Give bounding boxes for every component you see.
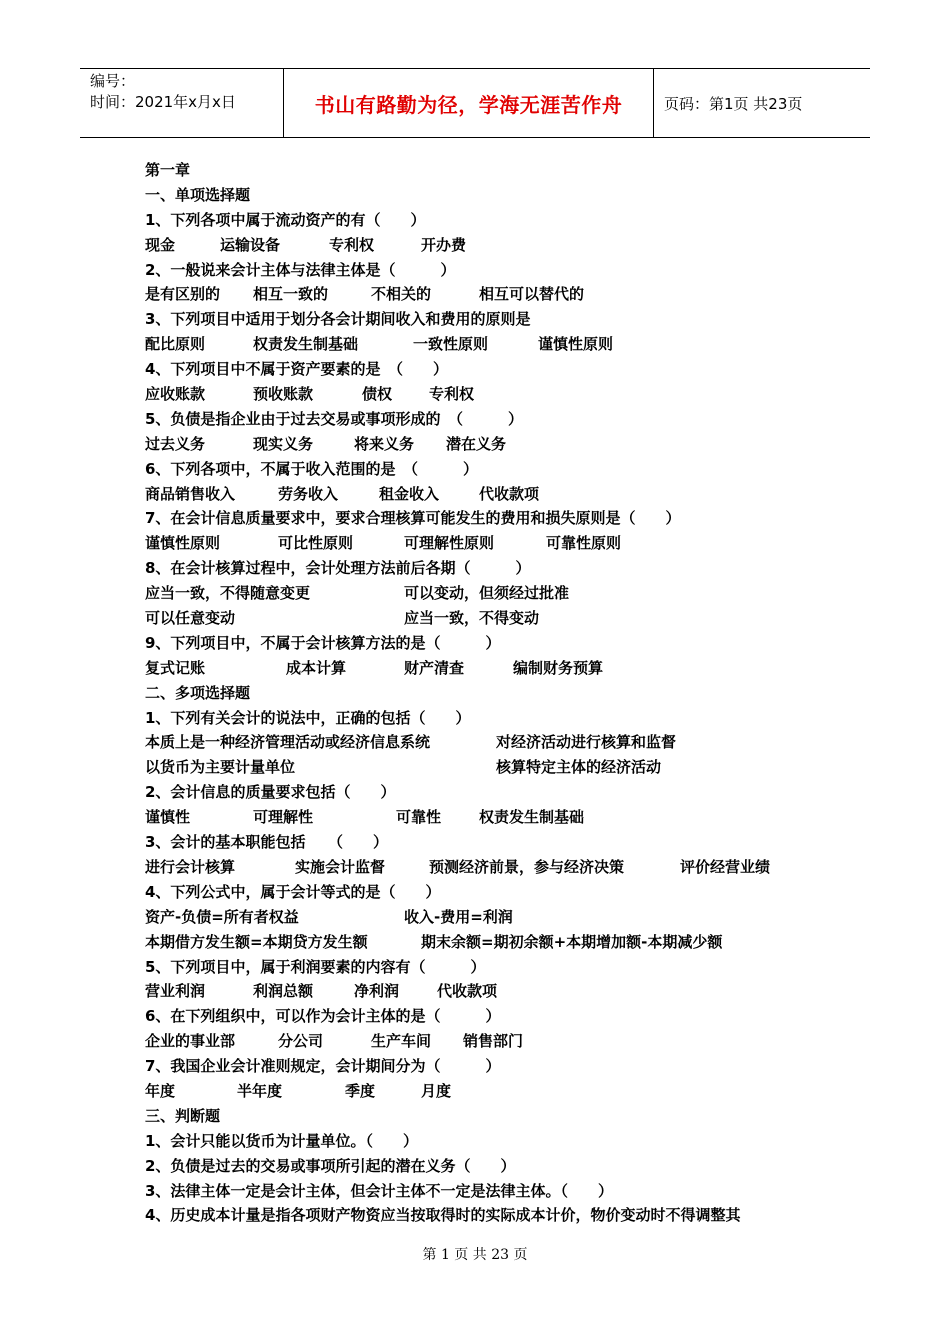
text-line (145, 457, 825, 482)
line-text: 5、下列项目中，属于利润要素的内容有（ ） (145, 957, 486, 976)
header-meta (80, 69, 283, 137)
option-item: 权责发生制基础 (253, 335, 359, 354)
option-item: 企业的事业部 (145, 1032, 236, 1051)
option-item: 债权 (362, 385, 393, 404)
option-item: 核算特定主体的经济活动 (496, 758, 662, 777)
option-item: 销售部门 (463, 1032, 524, 1051)
option-item: 应收账款 (145, 385, 206, 404)
line-text: 1、会计只能以货币为计量单位。（ ） (145, 1131, 418, 1150)
option-item: 资产-负债=所有者权益 (145, 907, 299, 926)
option-item: 季度 (345, 1081, 376, 1100)
text-line (145, 556, 825, 581)
line-text: 7、在会计信息质量要求中，要求合理核算可能发生的费用和损失原则是（ ） (145, 509, 681, 528)
option-item: 潜在义务 (446, 434, 507, 453)
text-line (145, 1154, 825, 1179)
line-text: 3、会计的基本职能包括 （ ） (145, 833, 388, 852)
option-item: 进行会计核算 (145, 857, 236, 876)
option-item: 不相关的 (371, 285, 432, 304)
option-item: 过去义务 (145, 434, 206, 453)
option-item: 现实义务 (253, 434, 314, 453)
text-line (145, 1129, 825, 1154)
line-text: 2、一般说来会计主体与法律主体是（ ） (145, 260, 456, 279)
header-motto-cell (283, 69, 654, 137)
text-line (145, 706, 825, 731)
line-text: 3、下列项目中适用于划分各会计期间收入和费用的原则是 (145, 310, 531, 329)
option-item: 谨慎性原则 (538, 335, 614, 354)
option-item: 权责发生制基础 (479, 808, 585, 827)
option-row (145, 282, 825, 307)
option-item: 生产车间 (371, 1032, 432, 1051)
option-row (145, 930, 825, 955)
text-line (145, 158, 825, 183)
option-item: 评价经营业绩 (680, 857, 771, 876)
option-row (145, 656, 825, 681)
page-header (80, 68, 870, 138)
option-item: 本期借方发生额=本期贷方发生额 (145, 932, 368, 951)
option-item: 可以任意变动 (145, 609, 236, 628)
text-line (145, 307, 825, 332)
option-item: 预收账款 (253, 385, 314, 404)
line-text: 第一章 (145, 161, 191, 179)
option-item: 复式记账 (145, 658, 206, 677)
page-footer: 第 1 页 共 23 页 (422, 1247, 528, 1263)
text-line (145, 1203, 825, 1228)
line-text: 8、在会计核算过程中，会计处理方法前后各期（ ） (145, 559, 531, 578)
header-page-info-cell (654, 69, 870, 137)
text-line (145, 681, 825, 706)
code-label: 编号： (90, 72, 136, 90)
option-item: 租金收入 (379, 484, 440, 503)
option-item: 财产清查 (404, 658, 465, 677)
option-item: 现金 (145, 235, 176, 254)
option-item: 相互可以替代的 (479, 285, 585, 304)
text-line (145, 955, 825, 980)
option-item: 实施会计监督 (295, 857, 386, 876)
option-item: 可理解性原则 (404, 534, 495, 553)
option-row (145, 805, 825, 830)
text-line (145, 357, 825, 382)
line-text: 6、在下列组织中，可以作为会计主体的是（ ） (145, 1007, 501, 1026)
line-text: 1、下列有关会计的说法中，正确的包括（ ） (145, 708, 471, 727)
line-text: 4、历史成本计量是指各项财产物资应当按取得时的实际成本计价，物价变动时不得调整其 (145, 1206, 741, 1225)
text-line (145, 830, 825, 855)
line-text: 6、下列各项中，不属于收入范围的是 （ ） (145, 459, 478, 478)
option-item: 开办费 (421, 235, 467, 254)
option-item: 年度 (145, 1081, 176, 1100)
option-item: 将来义务 (354, 434, 415, 453)
text-line (145, 880, 825, 905)
time-label: 时间：2021年x月x日 (90, 93, 236, 111)
option-row (145, 432, 825, 457)
option-item: 半年度 (237, 1081, 283, 1100)
line-text: 4、下列项目中不属于资产要素的是 （ ） (145, 360, 448, 379)
option-row (145, 755, 825, 780)
option-item: 专利权 (429, 385, 475, 404)
option-item: 代收款项 (437, 982, 498, 1001)
text-line (145, 1104, 825, 1129)
option-item: 可比性原则 (278, 534, 354, 553)
option-item: 可靠性原则 (546, 534, 622, 553)
option-row (145, 332, 825, 357)
text-line (145, 1004, 825, 1029)
line-text: 5、负债是指企业由于过去交易或事项形成的 （ ） (145, 409, 523, 428)
line-text: 2、会计信息的质量要求包括（ ） (145, 783, 396, 802)
option-item: 月度 (421, 1081, 452, 1100)
option-item: 是有区别的 (145, 285, 221, 304)
option-item: 可靠性 (396, 808, 442, 827)
text-line (145, 631, 825, 656)
option-item: 分公司 (278, 1032, 324, 1051)
option-row (145, 581, 825, 606)
line-text: 二、多项选择题 (145, 683, 251, 702)
option-item: 专利权 (329, 235, 375, 254)
option-item: 本质上是一种经济管理活动或经济信息系统 (145, 733, 431, 752)
option-item: 以货币为主要计量单位 (145, 758, 296, 777)
option-item: 代收款项 (479, 484, 540, 503)
line-text: 2、负债是过去的交易或事项所引起的潜在义务（ ） (145, 1156, 516, 1175)
option-item: 谨慎性 (145, 808, 191, 827)
option-item: 相互一致的 (253, 285, 329, 304)
page-info: 页码：第1页 共23页 (664, 94, 803, 113)
option-item: 编制财务预算 (513, 658, 604, 677)
option-row (145, 979, 825, 1004)
text-line (145, 183, 825, 208)
line-text: 4、下列公式中，属于会计等式的是（ ） (145, 882, 441, 901)
option-item: 预测经济前景，参与经济决策 (429, 857, 625, 876)
text-line (145, 258, 825, 283)
text-line (145, 780, 825, 805)
option-item: 利润总额 (253, 982, 314, 1001)
option-row (145, 482, 825, 507)
line-text: 三、判断题 (145, 1106, 221, 1125)
line-text: 一、单项选择题 (145, 185, 251, 204)
option-item: 谨慎性原则 (145, 534, 221, 553)
option-item: 一致性原则 (413, 335, 489, 354)
option-row (145, 531, 825, 556)
option-row (145, 730, 825, 755)
option-item: 劳务收入 (278, 484, 339, 503)
option-item: 应当一致，不得变动 (404, 609, 540, 628)
option-row (145, 1029, 825, 1054)
document-body (145, 158, 825, 1228)
text-line (145, 1054, 825, 1079)
option-item: 运输设备 (220, 235, 281, 254)
option-item: 可理解性 (253, 808, 314, 827)
option-item: 期末余额=期初余额+本期增加额-本期减少额 (421, 932, 723, 951)
text-line (145, 407, 825, 432)
option-item: 营业利润 (145, 982, 206, 1001)
text-line (145, 506, 825, 531)
option-row (145, 1079, 825, 1104)
option-item: 收入-费用=利润 (404, 907, 513, 926)
line-text: 9、下列项目中，不属于会计核算方法的是（ ） (145, 633, 501, 652)
option-row (145, 233, 825, 258)
motto: 书山有路勤为径，学海无涯苦作舟 (314, 92, 623, 117)
line-text: 3、法律主体一定是会计主体，但会计主体不一定是法律主体。（ ） (145, 1181, 613, 1200)
option-item: 成本计算 (286, 658, 347, 677)
option-item: 可以变动，但须经过批准 (404, 584, 570, 603)
option-row (145, 855, 825, 880)
option-item: 商品销售收入 (145, 484, 236, 503)
line-text: 7、我国企业会计准则规定，会计期间分为（ ） (145, 1057, 501, 1076)
option-item: 对经济活动进行核算和监督 (496, 733, 677, 752)
option-item: 配比原则 (145, 335, 206, 354)
text-line (145, 208, 825, 233)
option-item: 净利润 (354, 982, 400, 1001)
option-row (145, 905, 825, 930)
option-item: 应当一致，不得随意变更 (145, 584, 311, 603)
option-row (145, 382, 825, 407)
option-row (145, 606, 825, 631)
line-text: 1、下列各项中属于流动资产的有（ ） (145, 210, 426, 229)
text-line (145, 1179, 825, 1204)
